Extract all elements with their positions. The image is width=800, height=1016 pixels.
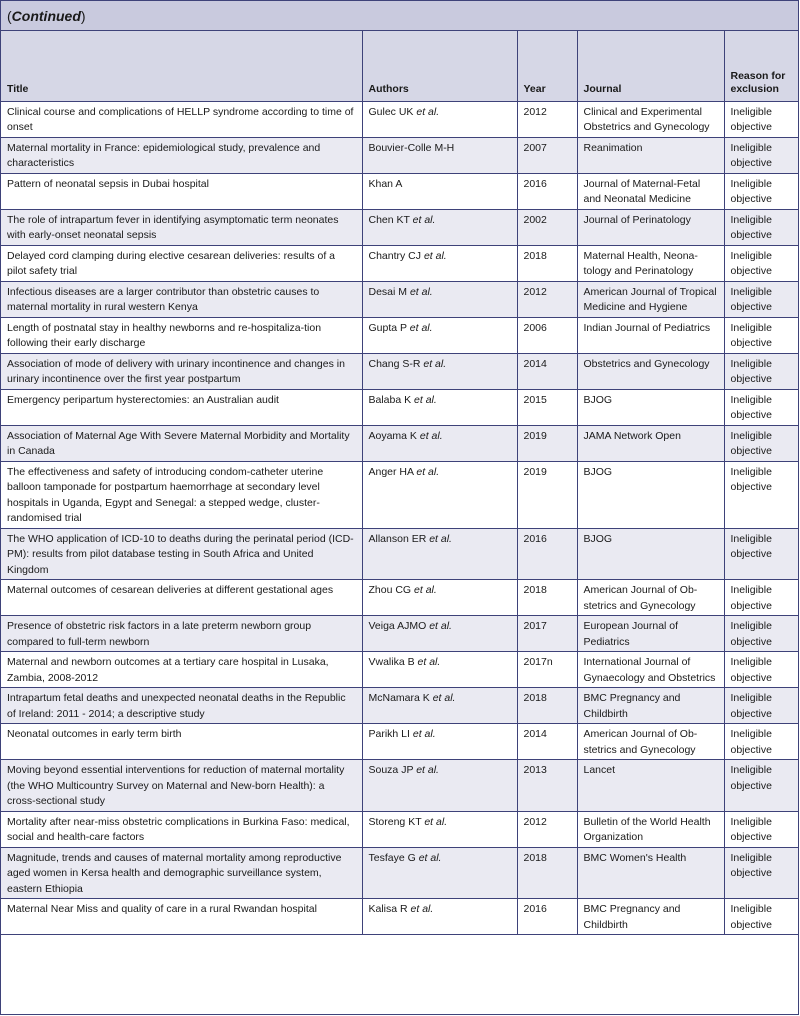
cell-title: Presence of obstetric risk factors in a late preterm newborn group compared to full-term newborn <box>1 616 362 652</box>
cell-journal: JAMA Network Open <box>577 425 724 461</box>
cell-journal: Clinical and Experimental Obstetrics and Gynecology <box>577 101 724 137</box>
exclusion-table <box>1 31 798 935</box>
table-row <box>1 101 798 137</box>
et-al: et al. <box>416 764 439 776</box>
author-name: Bouvier-Colle M-H <box>368 141 455 154</box>
et-al: et al. <box>414 393 437 406</box>
cell-year: 2012 <box>517 101 577 137</box>
banner-open-paren: ( <box>7 8 12 24</box>
cell-journal: American Journal of Ob-stetrics and Gynecology <box>577 724 724 760</box>
cell-authors <box>362 760 517 812</box>
cell-journal: BJOG <box>577 461 724 528</box>
author-name: Gulec UK <box>368 105 414 118</box>
cell-authors <box>362 317 517 353</box>
et-al: et al. <box>429 532 452 545</box>
cell-title: Clinical course and complications of HELLP syndrome according to time of onset <box>1 101 362 137</box>
cell-reason: Ineligible objective <box>724 209 798 245</box>
cell-authors <box>362 173 517 209</box>
cell-authors <box>362 580 517 616</box>
et-al: et al. <box>409 321 433 334</box>
et-al: et al. <box>424 815 448 828</box>
cell-journal: BMC Pregnancy and Childbirth <box>577 688 724 724</box>
cell-authors <box>362 652 517 688</box>
author-name: Gupta P <box>368 321 407 334</box>
cell-year: 2017 <box>517 616 577 652</box>
cell-reason: Ineligible objective <box>724 389 798 425</box>
cell-journal: BJOG <box>577 389 724 425</box>
cell-reason: Ineligible objective <box>724 616 798 652</box>
author-name: Chantry CJ <box>368 249 422 262</box>
cell-year: 2015 <box>517 389 577 425</box>
cell-authors <box>362 389 517 425</box>
cell-title: Maternal outcomes of cesarean deliveries at different gestational ages <box>1 580 362 616</box>
cell-year: 2012 <box>517 811 577 847</box>
cell-year: 2019 <box>517 425 577 461</box>
banner-close-paren: ) <box>80 8 86 24</box>
cell-journal: Bulletin of the World Health Organization <box>577 811 724 847</box>
table-row <box>1 461 798 528</box>
author-name: Khan A <box>368 177 403 190</box>
cell-journal: Obstetrics and Gynecology <box>577 353 724 389</box>
et-al: et al. <box>423 249 447 262</box>
header-row <box>1 31 798 101</box>
table-row <box>1 317 798 353</box>
cell-reason: Ineligible objective <box>724 425 798 461</box>
cell-reason: Ineligible objective <box>724 101 798 137</box>
cell-title: Delayed cord clamping during elective cesarean deliveries: results of a pilot safety trial <box>1 245 362 281</box>
et-al: et al. <box>418 851 442 864</box>
cell-title: The role of intrapartum fever in identifying asymptomatic term neonates with early-onset neonatal sepsis <box>1 209 362 245</box>
cell-year: 2007 <box>517 137 577 173</box>
cell-authors <box>362 847 517 899</box>
cell-title: The effectiveness and safety of introducing condom-catheter uterine balloon tamponade for postpartum haemorrhage at secondary level hospitals in Uganda, Egypt and Senegal: a stepped wedge, cluster-randomised trial <box>1 461 362 528</box>
cell-title: Association of Maternal Age With Severe Maternal Morbidity and Mortality in Canada <box>1 425 362 461</box>
cell-journal: European Journal of Pediatrics <box>577 616 724 652</box>
cell-reason: Ineligible objective <box>724 724 798 760</box>
cell-reason: Ineligible objective <box>724 652 798 688</box>
cell-reason: Ineligible objective <box>724 688 798 724</box>
author-name: Desai M <box>368 285 408 298</box>
table-row <box>1 209 798 245</box>
author-name: Souza JP <box>368 764 414 776</box>
cell-title: Length of postnatal stay in healthy newborns and re-hospitaliza-tion following their early discharge <box>1 317 362 353</box>
et-al: et al. <box>429 620 452 632</box>
et-al: et al. <box>423 357 447 370</box>
cell-reason: Ineligible objective <box>724 528 798 580</box>
cell-title: Maternal Near Miss and quality of care in a rural Rwandan hospital <box>1 899 362 935</box>
cell-journal: Lancet <box>577 760 724 812</box>
header-authors: Authors <box>362 31 517 101</box>
et-al: et al. <box>409 285 433 298</box>
header-title: Title <box>1 31 362 101</box>
cell-title: The WHO application of ICD-10 to deaths during the perinatal period (ICD-PM): results from pilot database testing in South Africa and United Kingdom <box>1 528 362 580</box>
cell-reason: Ineligible objective <box>724 461 798 528</box>
et-al: et al. <box>412 213 436 226</box>
cell-journal: American Journal of Tropical Medicine and Hygiene <box>577 281 724 317</box>
cell-journal: Journal of Maternal-Fetal and Neonatal Medicine <box>577 173 724 209</box>
author-name: Anger HA <box>368 465 414 478</box>
cell-year: 2013 <box>517 760 577 812</box>
cell-reason: Ineligible objective <box>724 760 798 812</box>
cell-title: Magnitude, trends and causes of maternal mortality among reproductive aged women in Kersa health and demographic surveillance system, eastern Ethiopia <box>1 847 362 899</box>
cell-reason: Ineligible objective <box>724 173 798 209</box>
cell-reason: Ineligible objective <box>724 847 798 899</box>
cell-journal: International Journal of Gynaecology and Obstetrics <box>577 652 724 688</box>
cell-year: 2002 <box>517 209 577 245</box>
cell-journal: BMC Pregnancy and Childbirth <box>577 899 724 935</box>
cell-title: Infectious diseases are a larger contributor than obstetric causes to maternal mortality in rural western Kenya <box>1 281 362 317</box>
author-name: Storeng KT <box>368 815 422 828</box>
cell-year: 2006 <box>517 317 577 353</box>
table-row <box>1 811 798 847</box>
table-row <box>1 425 798 461</box>
cell-year: 2018 <box>517 245 577 281</box>
cell-authors <box>362 137 517 173</box>
author-name: Vwalika B <box>368 656 415 668</box>
cell-year: 2016 <box>517 899 577 935</box>
cell-authors <box>362 461 517 528</box>
cell-title: Mortality after near-miss obstetric complications in Burkina Faso: medical, social and health-care factors <box>1 811 362 847</box>
cell-title: Maternal and newborn outcomes at a tertiary care hospital in Lusaka, Zambia, 2008-2012 <box>1 652 362 688</box>
cell-journal: Indian Journal of Pediatrics <box>577 317 724 353</box>
cell-year: 2018 <box>517 688 577 724</box>
table-row <box>1 724 798 760</box>
cell-year: 2017n <box>517 652 577 688</box>
cell-reason: Ineligible objective <box>724 281 798 317</box>
cell-year: 2016 <box>517 528 577 580</box>
cell-journal: BMC Women's Health <box>577 847 724 899</box>
author-name: Balaba K <box>368 393 412 406</box>
cell-reason: Ineligible objective <box>724 811 798 847</box>
cell-journal: American Journal of Ob-stetrics and Gynecology <box>577 580 724 616</box>
cell-title: Moving beyond essential interventions for reduction of maternal mortality (the WHO Multicountry Survey on Maternal and New-born Health): a cross-sectional study <box>1 760 362 812</box>
table-row <box>1 281 798 317</box>
cell-year: 2014 <box>517 353 577 389</box>
cell-authors <box>362 209 517 245</box>
cell-journal: Journal of Perinatology <box>577 209 724 245</box>
author-name: McNamara K <box>368 692 430 704</box>
cell-reason: Ineligible objective <box>724 137 798 173</box>
cell-journal: BJOG <box>577 528 724 580</box>
table-row <box>1 137 798 173</box>
et-al: et al. <box>412 728 436 740</box>
cell-reason: Ineligible objective <box>724 899 798 935</box>
cell-authors <box>362 528 517 580</box>
cell-authors <box>362 281 517 317</box>
cell-year: 2016 <box>517 173 577 209</box>
cell-authors <box>362 724 517 760</box>
table-row <box>1 616 798 652</box>
cell-title: Association of mode of delivery with urinary incontinence and changes in urinary incontinence over the first year postpartum <box>1 353 362 389</box>
table-row <box>1 652 798 688</box>
cell-reason: Ineligible objective <box>724 317 798 353</box>
cell-reason: Ineligible objective <box>724 245 798 281</box>
cell-year: 2019 <box>517 461 577 528</box>
continued-banner <box>1 1 798 31</box>
cell-year: 2018 <box>517 847 577 899</box>
author-name: Kalisa R <box>368 903 408 915</box>
et-al: et al. <box>417 656 441 668</box>
author-name: Aoyama K <box>368 429 417 442</box>
table-body <box>1 101 798 935</box>
author-name: Chang S-R <box>368 357 421 370</box>
et-al: et al. <box>432 692 456 704</box>
cell-authors <box>362 245 517 281</box>
cell-journal: Reanimation <box>577 137 724 173</box>
author-name: Zhou CG <box>368 584 412 596</box>
et-al: et al. <box>414 584 437 596</box>
author-name: Allanson ER <box>368 532 427 545</box>
cell-year: 2012 <box>517 281 577 317</box>
cell-year: 2018 <box>517 580 577 616</box>
table-row <box>1 528 798 580</box>
cell-title: Maternal mortality in France: epidemiological study, prevalence and characteristics <box>1 137 362 173</box>
cell-title: Pattern of neonatal sepsis in Dubai hospital <box>1 173 362 209</box>
cell-title: Neonatal outcomes in early term birth <box>1 724 362 760</box>
table-row <box>1 688 798 724</box>
table-row <box>1 899 798 935</box>
table-row <box>1 847 798 899</box>
author-name: Chen KT <box>368 213 410 226</box>
et-al: et al. <box>410 903 434 915</box>
cell-title: Emergency peripartum hysterectomies: an Australian audit <box>1 389 362 425</box>
cell-authors <box>362 425 517 461</box>
cell-reason: Ineligible objective <box>724 580 798 616</box>
cell-journal: Maternal Health, Neona-tology and Perinatology <box>577 245 724 281</box>
header-journal: Journal <box>577 31 724 101</box>
table-row <box>1 760 798 812</box>
table-row <box>1 245 798 281</box>
author-name: Veiga AJMO <box>368 620 427 632</box>
cell-year: 2014 <box>517 724 577 760</box>
cell-authors <box>362 353 517 389</box>
cell-authors <box>362 101 517 137</box>
header-reason: Reason for exclusion <box>724 31 798 101</box>
et-al: et al. <box>416 465 440 478</box>
cell-title: Intrapartum fetal deaths and unexpected neonatal deaths in the Republic of Ireland: 2011 - 2014; a descriptive study <box>1 688 362 724</box>
table-row <box>1 173 798 209</box>
et-al: et al. <box>416 105 440 118</box>
continued-label: Continued <box>11 8 81 24</box>
table-row <box>1 353 798 389</box>
author-name: Parikh LI <box>368 728 410 740</box>
cell-authors <box>362 811 517 847</box>
header-year: Year <box>517 31 577 101</box>
cell-authors <box>362 899 517 935</box>
cell-authors <box>362 688 517 724</box>
cell-authors <box>362 616 517 652</box>
table-row <box>1 580 798 616</box>
et-al: et al. <box>419 429 443 442</box>
cell-reason: Ineligible objective <box>724 353 798 389</box>
table-row <box>1 389 798 425</box>
author-name: Tesfaye G <box>368 851 416 864</box>
